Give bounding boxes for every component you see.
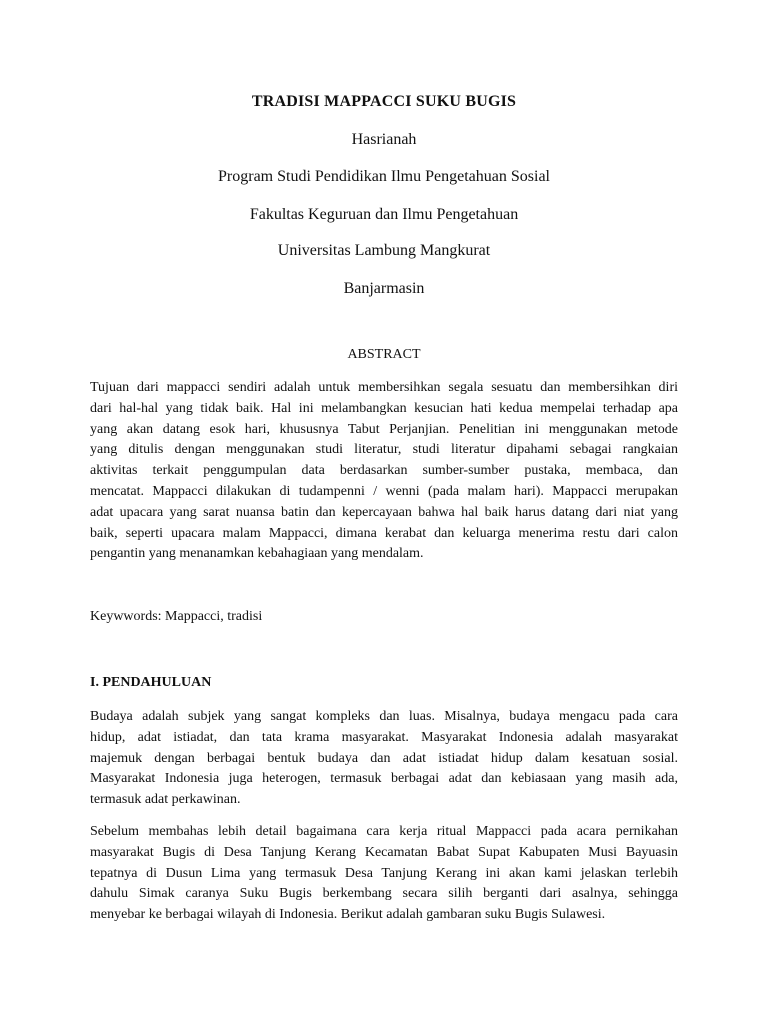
paragraph-line: dahulu Simak caranya Suku Bugis berkembang secara silih berganti dari asalnya, sehingga	[90, 886, 678, 902]
abstract-body	[90, 378, 678, 565]
abstract-line: adat upacara yang sarat nuansa batin dan kepercayaan bahwa hal baik harus datang dari niat yang	[90, 504, 678, 520]
abstract-line: dari hal-hal yang tidak baik. Hal ini melambangkan kesucian hati kedua mempelai terhadap apa	[90, 400, 678, 416]
abstract-line: yang ditulis dengan menggunakan studi literatur, studi literatur dipahami sebagai rangkaian	[90, 442, 678, 458]
abstract-line: mencatat. Mappacci dilakukan di tudampenni / wenni (pada malam hari). Mappacci merupakan	[90, 483, 678, 499]
author-name: Hasrianah	[351, 131, 417, 148]
affiliation-university: Universitas Lambung Mangkurat	[277, 242, 491, 259]
paragraph-line: Masyarakat Indonesia juga heterogen, termasuk berbagai adat dan kebiasaan yang masih ada,	[90, 771, 678, 787]
paragraph-line: tepatnya di Dusun Lima yang termasuk Desa Tanjung Kerang ini akan kami jelaskan terlebih	[90, 865, 678, 881]
paragraph-line: majemuk dengan berbagai bentuk budaya dan adat istiadat hidup dalam kesatuan sosial.	[90, 750, 678, 766]
paragraph-line: hidup, adat istiadat, dan tata krama masyarakat. Masyarakat Indonesia adalah masyarakat	[90, 729, 678, 745]
abstract-heading: ABSTRACT	[347, 347, 421, 362]
section-heading-introduction: I. PENDAHULUAN	[90, 675, 212, 690]
paragraph-line: termasuk adat perkawinan.	[90, 792, 241, 808]
paragraph-line: masyarakat Bugis di Desa Tanjung Kerang Kecamatan Babat Supat Kabupaten Musi Bayuasin	[90, 844, 678, 860]
affiliation-faculty: Fakultas Keguruan dan Ilmu Pengetahuan	[249, 206, 519, 223]
keywords: Keywwords: Mappacci, tradisi	[90, 609, 263, 624]
paragraph-line: menyebar ke berbagai wilayah di Indonesia. Berikut adalah gambaran suku Bugis Sulawesi.	[90, 907, 606, 923]
abstract-line: aktivitas terkait penggumpulan data berdasarkan sumber-sumber pustaka, membaca, dan	[90, 463, 678, 479]
introduction-paragraph-1	[90, 707, 678, 811]
affiliation-city: Banjarmasin	[343, 280, 425, 297]
paper-title: TRADISI MAPPACCI SUKU BUGIS	[251, 93, 517, 110]
paragraph-line: Budaya adalah subjek yang sangat kompleks dan luas. Misalnya, budaya mengacu pada cara	[90, 709, 678, 724]
abstract-line: baik, seperti upacara malam Mappacci, dimana kerabat dan keluarga menerima restu dari calon	[90, 525, 678, 541]
introduction-paragraph-2	[90, 822, 678, 926]
abstract-line: Tujuan dari mappacci sendiri adalah untuk membersihkan segala sesuatu dan membersihkan diri	[90, 380, 678, 395]
affiliation-program: Program Studi Pendidikan Ilmu Pengetahuan Sosial	[218, 168, 550, 185]
paragraph-line: Sebelum membahas lebih detail bagaimana cara kerja ritual Mappacci pada acara pernikahan	[90, 824, 678, 839]
abstract-line: yang akan datang esok hari, khususnya Tabut Perjanjian. Penelitian ini menggunakan metode	[90, 421, 678, 437]
abstract-line: pengantin yang menanamkan kebahagiaan yang mendalam.	[90, 546, 424, 562]
